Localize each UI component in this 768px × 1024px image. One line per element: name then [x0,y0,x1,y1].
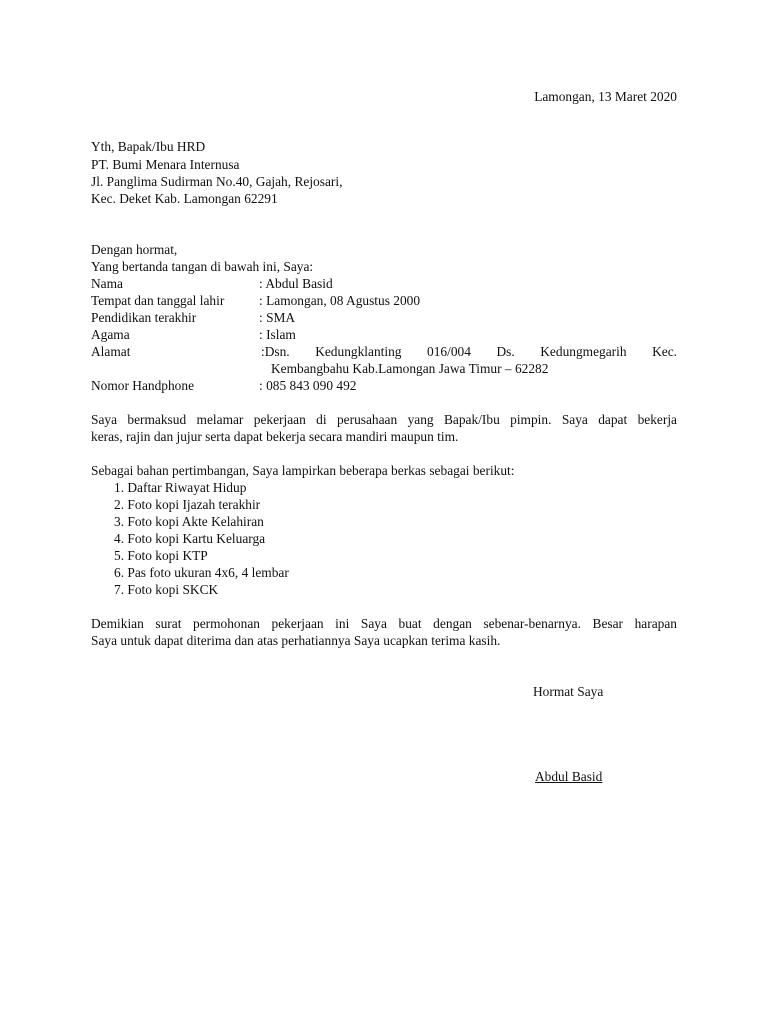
field-value-education: : SMA [259,310,296,325]
signature-name: Abdul Basid [535,769,603,784]
attachment-item: 1. Daftar Riwayat Hidup [114,480,247,495]
field-label-name: Nama [91,276,123,291]
attachment-item: 6. Pas foto ukuran 4x6, 4 lembar [114,565,289,580]
field-value-address: :Dsn. Kedungklanting 016/004 Ds. Kedungmegarih Kec. [261,344,677,359]
paragraph2-line-2: Saya untuk dapat diterima dan atas perhatiannya Saya ucapkan terima kasih. [91,633,501,648]
field-value-religion: : Islam [259,327,296,342]
letter-date: Lamongan, 13 Maret 2020 [534,89,677,104]
field-value-name: : Abdul Basid [259,276,333,291]
paragraph1-line-2: keras, rajin dan jujur serta dapat bekerja secara mandiri maupun tim. [91,429,459,444]
paragraph2-line-1: Demikian surat permohonan pekerjaan ini Saya buat dengan sebenar-benarnya. Besar harapan [91,616,677,631]
recipient-line-1: Yth, Bapak/Ibu HRD [91,139,206,154]
field-label-address: Alamat [91,344,131,359]
attachment-item: 5. Foto kopi KTP [114,548,208,563]
paragraph1-line-1: Saya bermaksud melamar pekerjaan di perusahaan yang Bapak/Ibu pimpin. Saya dapat bekerja [91,412,677,427]
field-label-education: Pendidikan terakhir [91,310,197,325]
greeting: Dengan hormat, [91,242,178,257]
recipient-line-2: PT. Bumi Menara Internusa [91,157,240,172]
closing: Hormat Saya [533,684,604,699]
attachment-item: 4. Foto kopi Kartu Keluarga [114,531,266,546]
recipient-line-4: Kec. Deket Kab. Lamongan 62291 [91,191,278,206]
field-label-birth: Tempat dan tanggal lahir [91,293,225,308]
recipient-line-3: Jl. Panglima Sudirman No.40, Gajah, Rejosari, [91,174,343,189]
field-label-phone: Nomor Handphone [91,378,195,393]
field-label-religion: Agama [91,327,130,342]
attachment-item: 7. Foto kopi SKCK [114,582,219,597]
attachments-intro: Sebagai bahan pertimbangan, Saya lampirkan beberapa berkas sebagai berikut: [91,463,515,478]
field-value-phone: : 085 843 090 492 [259,378,357,393]
attachment-item: 2. Foto kopi Ijazah terakhir [114,497,261,512]
field-value-address-cont: Kembangbahu Kab.Lamongan Jawa Timur – 62282 [271,361,549,376]
field-value-birth: : Lamongan, 08 Agustus 2000 [259,293,421,308]
intro-line: Yang bertanda tangan di bawah ini, Saya: [91,259,314,274]
attachment-item: 3. Foto kopi Akte Kelahiran [114,514,264,529]
